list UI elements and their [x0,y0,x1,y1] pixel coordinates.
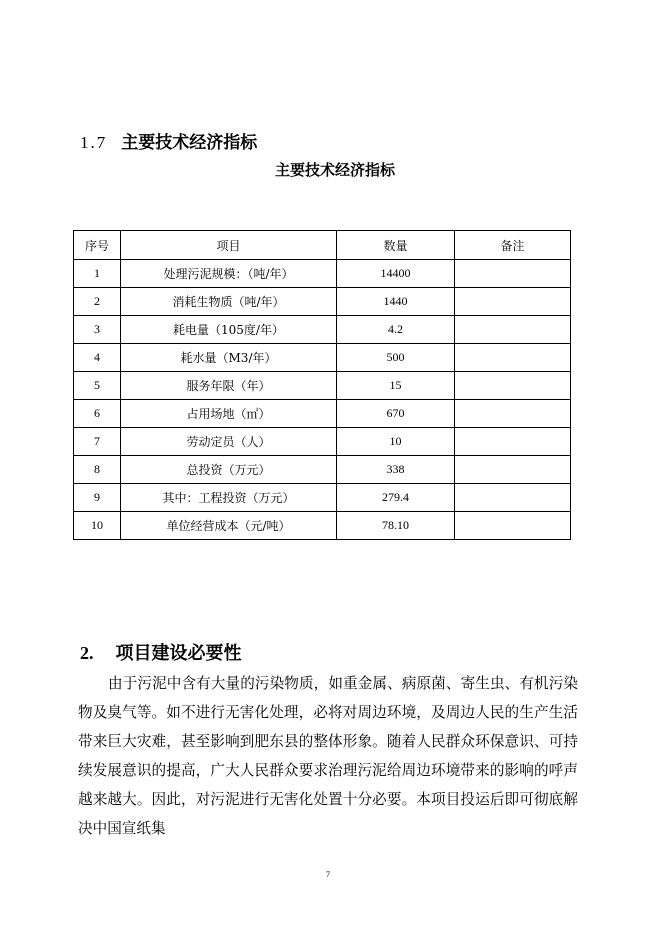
row-number-cell: 6 [74,400,121,428]
row-note-cell [455,400,571,428]
table-row [74,344,571,372]
row-quantity-cell: 4.2 [337,316,455,344]
row-item-cell: 消耗生物质（吨/年） [121,288,337,316]
row-note-cell [455,372,571,400]
table-title: 主要技术经济指标 [274,161,395,179]
table-row [74,484,571,512]
row-note-cell [455,484,571,512]
indicators-table [73,230,571,540]
row-number-cell: 1 [74,260,121,288]
table-row [74,260,571,288]
section-heading-1-7 [80,128,257,153]
row-number-cell: 10 [74,512,121,540]
page-number: 7 [326,870,330,879]
row-quantity-cell: 1440 [337,288,455,316]
row-number-cell: 4 [74,344,121,372]
section-heading-2 [80,639,242,665]
row-number-cell: 8 [74,456,121,484]
table-row [74,428,571,456]
row-quantity-cell: 338 [337,456,455,484]
table-row [74,456,571,484]
row-quantity-cell: 279.4 [337,484,455,512]
row-number-cell: 5 [74,372,121,400]
section-number: 2. [80,643,94,663]
table-row [74,372,571,400]
row-item-cell: 单位经营成本（元/吨） [121,512,337,540]
row-quantity-cell: 670 [337,400,455,428]
row-note-cell [455,260,571,288]
header-no: 序号 [74,231,121,260]
row-note-cell [455,288,571,316]
section-number: 1.7 [80,133,108,152]
row-note-cell [455,316,571,344]
header-item: 项目 [121,231,337,260]
row-note-cell [455,456,571,484]
table-row [74,316,571,344]
row-note-cell [455,512,571,540]
section-title: 主要技术经济指标 [121,133,258,153]
row-number-cell: 2 [74,288,121,316]
header-note: 备注 [455,231,571,260]
row-note-cell [455,344,571,372]
body-paragraph: 由于污泥中含有大量的污染物质，如重金属、病原菌、寄生虫、有机污染物及臭气等。如不进行无害化处理，必将对周边环境，及周边人民的生产生活带来巨大灾难，甚至影响到肥东县的整体形象。随着人民群众环保意识、可持续发展意识的提高，广大人民群众要求治理污泥给周边环境带来的影响的呼声越来越大。因此，对污泥进行无害化处置十分必要。本项目投运后即可彻底解决中国宣纸集 [78,675,578,837]
row-item-cell: 总投资（万元） [121,456,337,484]
table-row [74,512,571,540]
table-header-row [74,231,571,260]
row-item-cell: 耗电量（105度/年） [121,316,337,344]
row-item-cell: 服务年限（年） [121,372,337,400]
row-quantity-cell: 10 [337,428,455,456]
row-note-cell [455,428,571,456]
header-quantity: 数量 [337,231,455,260]
row-quantity-cell: 500 [337,344,455,372]
row-item-cell: 劳动定员（人） [121,428,337,456]
table-body [74,260,571,540]
row-quantity-cell: 15 [337,372,455,400]
row-quantity-cell: 14400 [337,260,455,288]
row-item-cell: 占用场地（㎡） [121,400,337,428]
row-number-cell: 7 [74,428,121,456]
section-title: 项目建设必要性 [115,643,242,664]
row-number-cell: 9 [74,484,121,512]
row-number-cell: 3 [74,316,121,344]
row-quantity-cell: 78.10 [337,512,455,540]
table-row [74,288,571,316]
row-item-cell: 处理污泥规模：（吨/年） [121,260,337,288]
table-row [74,400,571,428]
row-item-cell: 耗水量（M3/年） [121,344,337,372]
row-item-cell: 其中：工程投资（万元） [121,484,337,512]
